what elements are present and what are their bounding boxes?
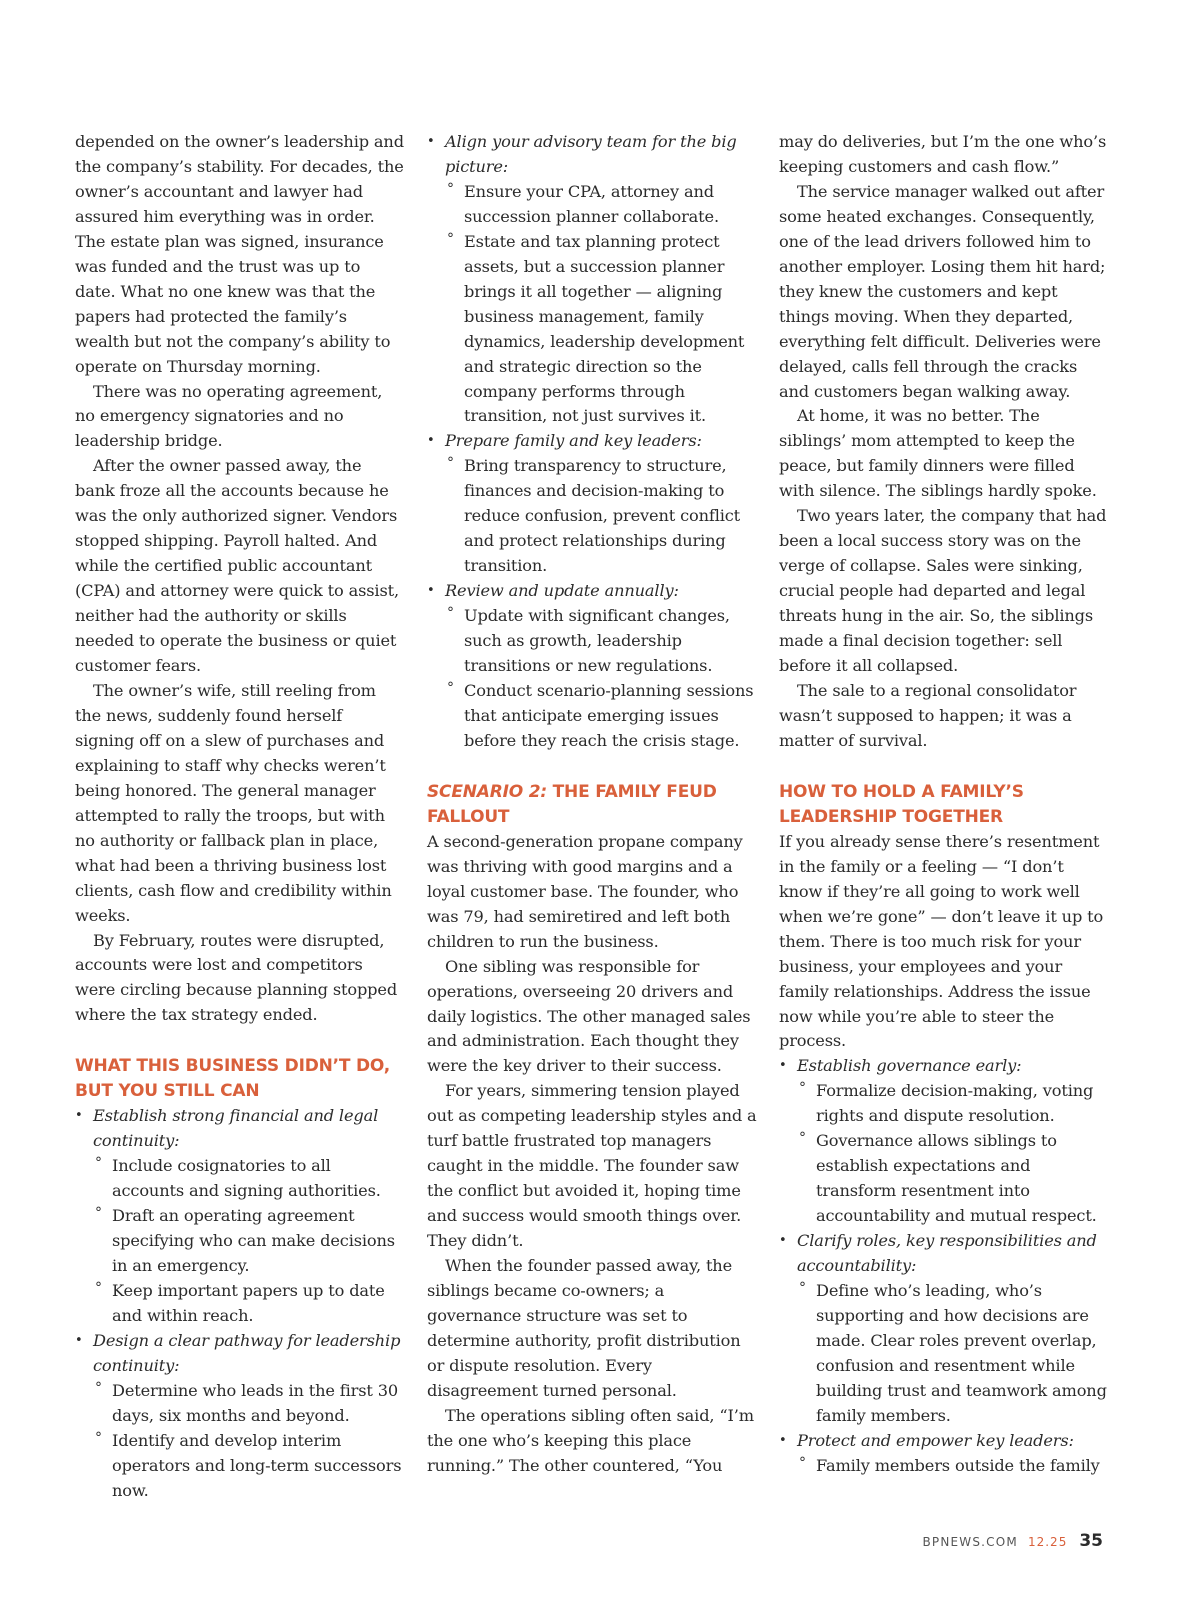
sub-list-item: ° Include cosignatories to all accounts and signing authorities. (93, 1154, 405, 1204)
sub-list-item: ° Update with significant changes, such as growth, leadership transitions or new regulations. (445, 604, 757, 679)
page-footer (922, 1531, 1103, 1551)
paragraph: Two years later, the company that had been a local success story was on the verge of collapse. Sales were sinking, crucial people had departed and legal threats hung in the air. So, the siblings made a final decision together: sell before it all collapsed. (779, 506, 1107, 676)
sub-list-item: ° Family members outside the family (797, 1454, 1109, 1479)
section-heading: HOW TO HOLD A FAMILY’S LEADERSHIP TOGETHER (779, 781, 1024, 827)
sub-list (93, 1154, 405, 1329)
sub-list (445, 454, 757, 579)
sub-list-item: ° Formalize decision-making, voting rights and dispute resolution. (797, 1079, 1109, 1129)
paragraph: One sibling was responsible for operations, overseeing 20 drivers and daily logistics. The other managed sales and administration. Each thought they were the key driver to their success. (427, 956, 751, 1076)
sub-list (445, 604, 757, 754)
bullet-lead: Establish governance early: (797, 1056, 1022, 1076)
paragraph: The sale to a regional consolidator wasn’t supposed to happen; it was a matter of survival. (779, 680, 1077, 750)
bullet-lead: Clarify roles, key responsibilities and accountability: (797, 1231, 1097, 1276)
list-item (779, 1054, 1109, 1229)
bullet-lead: Align your advisory team for the big picture: (445, 132, 737, 176)
sub-list-item: ° Ensure your CPA, attorney and succession planner collaborate. (445, 180, 757, 230)
sub-list (797, 1079, 1109, 1229)
paragraph: There was no operating agreement, no emergency signatories and no leadership bridge. (75, 381, 383, 451)
paragraph: A second-generation propane company was thriving with good margins and a loyal customer base. The founder, who was 79, had semiretired and left both children to run the business. (427, 831, 743, 951)
sub-list-item: ° Keep important papers up to date and within reach. (93, 1279, 405, 1329)
list-item (427, 579, 757, 754)
sub-list-item: ° Estate and tax planning protect assets, but a succession planner brings it all together — aligning business management, family dynamics, leadership development and strategic direction so the company performs through transition, not just survives it. (445, 230, 757, 430)
paragraph: The operations sibling often said, “I’m the one who’s keeping this place running.” The other countered, “You (427, 1405, 754, 1475)
page-number: 35 (1079, 1531, 1103, 1551)
sub-list-item: ° Bring transparency to structure, finances and decision-making to reduce confusion, prevent conflict and protect relationships during transition. (445, 454, 757, 579)
bullet-list (779, 1054, 1109, 1478)
bullet-lead: Review and update annually: (445, 581, 679, 601)
sub-list (93, 1379, 405, 1504)
sub-list-item: ° Conduct scenario-planning sessions that anticipate emerging issues before they reach the crisis stage. (445, 679, 757, 754)
bullet-list (75, 1104, 405, 1503)
heading-scenario-label: SCENARIO 2: (427, 781, 547, 802)
footer-site-link[interactable]: BPNEWS.COM (922, 1535, 1018, 1549)
bullet-list (427, 130, 757, 754)
bullet-lead: Protect and empower key leaders: (797, 1430, 1074, 1450)
list-item (427, 429, 757, 579)
list-item (75, 1104, 405, 1329)
list-item (75, 1329, 405, 1504)
bullet-lead: Design a clear pathway for leadership continuity: (93, 1330, 401, 1375)
paragraph: After the owner passed away, the bank froze all the accounts because he was the only authorized signer. Vendors stopped shipping. Payroll halted. And while the certified public accountant (CPA) and attorney were quick to assist, neither had the authority or skills needed to operate the business or quiet customer fears. (75, 456, 399, 676)
paragraph: At home, it was no better. The siblings’ mom attempted to keep the peace, but family dinners were filled with silence. The siblings hardly spoke. (779, 406, 1097, 501)
paragraph: The service manager walked out after some heated exchanges. Consequently, one of the lead drivers followed him to another employer. Losing them hit hard; they knew the customers and kept things moving. When they departed, everything felt difficult. Deliveries were delayed, calls fell through the cracks and customers began walking away. (779, 181, 1106, 401)
paragraph: The owner’s wife, still reeling from the news, suddenly found herself signing off on a slew of purchases and explaining to staff why checks weren’t being honored. The general manager attempted to rally the troops, but with no authority or fallback plan in place, what had been a thriving business lost clients, cash flow and credibility within weeks. (75, 680, 392, 925)
section-heading: WHAT THIS BUSINESS DIDN’T DO, BUT YOU STILL CAN (75, 1056, 391, 1102)
bullet-lead: Prepare family and key leaders: (445, 431, 702, 451)
list-item (779, 1229, 1109, 1429)
paragraph: For years, simmering tension played out as competing leadership styles and a turf battle frustrated top managers caught in the middle. The founder saw the conflict but avoided it, hoping time and success would smooth things over. They didn’t. (427, 1081, 757, 1251)
footer-issue-date: 12.25 (1027, 1535, 1068, 1549)
sub-list-item: ° Identify and develop interim operators and long-term successors now. (93, 1429, 405, 1504)
column-1 (75, 130, 405, 1504)
list-item (779, 1429, 1109, 1479)
sub-list-item: ° Draft an operating agreement specifying who can make decisions in an emergency. (93, 1204, 405, 1279)
bullet-lead: Establish strong financial and legal continuity: (93, 1106, 379, 1151)
heading-title: THE FAMILY FEUD FALLOUT (427, 781, 717, 827)
paragraph: depended on the owner’s leadership and the company’s stability. For decades, the owner’s accountant and lawyer had assured him everything was in order. The estate plan was signed, insurance was funded and the trust was up to date. What no one knew was that the papers had protected the family’s wealth but not the company’s ability to operate on Thursday morning. (75, 132, 404, 376)
paragraph: may do deliveries, but I’m the one who’s keeping customers and cash flow.” (779, 132, 1107, 176)
sub-list (797, 1279, 1109, 1429)
paragraph: By February, routes were disrupted, accounts were lost and competitors were circling because planning stopped where the tax strategy ended. (75, 930, 398, 1025)
section-heading (427, 780, 757, 830)
column-3 (779, 130, 1109, 1479)
sub-list-item: ° Determine who leads in the first 30 days, six months and beyond. (93, 1379, 405, 1429)
sub-list-item: ° Governance allows siblings to establish expectations and transform resentment into accountability and mutual respect. (797, 1129, 1109, 1229)
column-2 (427, 130, 757, 1479)
list-item (427, 130, 757, 429)
paragraph: If you already sense there’s resentment in the family or a feeling — “I don’t know if they’re all going to work well when we’re gone” — don’t leave it up to them. There is too much risk for your business, your employees and your family relationships. Address the issue now while you’re able to steer the process. (779, 831, 1104, 1051)
sub-list-item: ° Define who’s leading, who’s supporting and how decisions are made. Clear roles prevent overlap, confusion and resentment while building trust and teamwork among family members. (797, 1279, 1109, 1429)
sub-list (445, 180, 757, 430)
paragraph: When the founder passed away, the siblings became co-owners; a governance structure was set to determine authority, profit distribution or dispute resolution. Every disagreement turned personal. (427, 1256, 741, 1400)
sub-list (797, 1454, 1109, 1479)
